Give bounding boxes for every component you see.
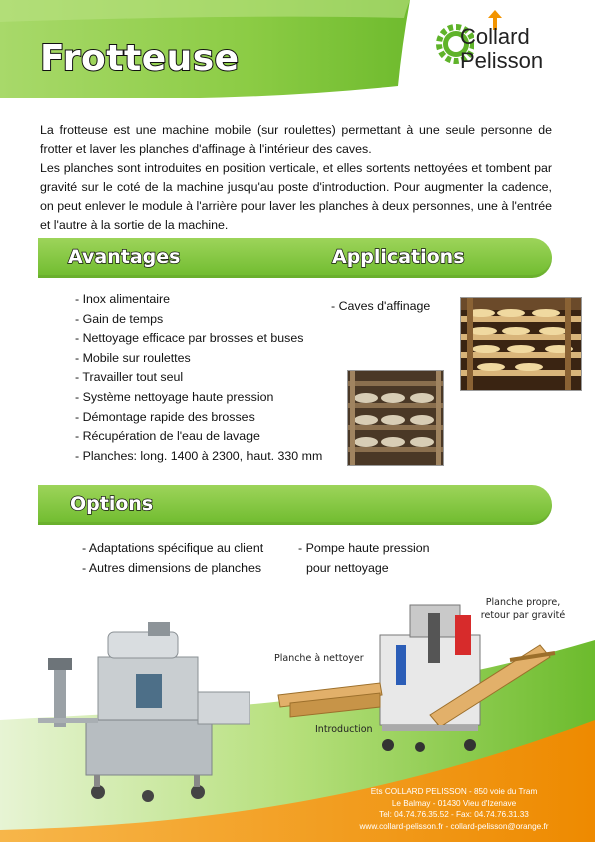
footer-address (339, 786, 569, 832)
intro-paragraph-2: Les planches sont introduites en position verticale, et elles sortents nettoyées et tombent par gravité sur le coté de la machine jusqu'au poste d'introduction. Pour augmenter la cadence, on peut enlever le module à l'arrière pour laver les planches à deux personnes, une à l'entrée et l'autre à la sortie de la machine. (40, 161, 552, 232)
list-item: - Mobile sur roulettes (75, 350, 191, 365)
applications-list (331, 297, 451, 317)
footer-line-location: Le Balmay - 01430 Vieu d'Izenave (391, 798, 517, 808)
avantages-list (75, 290, 355, 466)
intro-paragraph-1: La frotteuse est une machine mobile (sur roulettes) permettant à une seule personne de frotter et laver les planches d'affinage à l'intérieur des caves. (40, 123, 552, 156)
logo-text-collard: Collard (460, 24, 530, 49)
footer-line-phone: Tel: 04.74.76.35.52 - Fax: 04.74.76.31.33 (379, 810, 529, 820)
list-item: - Système nettoyage haute pression (75, 389, 274, 404)
list-item: - Autres dimensions de planches (82, 560, 262, 575)
cheese-cave-photo-1 (460, 297, 582, 391)
list-item: - Adaptations spécifique au client (82, 541, 264, 555)
list-item: pour nettoyage (306, 560, 389, 575)
options-list-left (82, 539, 292, 578)
diagram-label-dirty-board: Planche à nettoyer (274, 653, 364, 664)
intro-text (40, 121, 552, 235)
logo-text-pelisson: Pelisson (460, 48, 544, 73)
list-item: - Gain de temps (75, 311, 164, 326)
list-item: - Pompe haute pression (298, 541, 430, 555)
footer-line-web: www.collard-pelisson.fr - collard-pelisson@orange.fr (359, 821, 549, 831)
list-item: - Nettoyage efficace par brosses et buses (75, 331, 304, 346)
options-heading: Options (70, 493, 154, 515)
frotteuse-machine-photo (38, 622, 250, 812)
cheese-cave-photo-2 (347, 370, 444, 466)
list-item: - Récupération de l'eau de lavage (75, 429, 260, 444)
list-item: - Démontage rapide des brosses (75, 409, 255, 424)
list-item: - Travailler tout seul (75, 370, 184, 385)
avantages-heading: Avantages (68, 246, 181, 268)
footer-line-company: Ets COLLARD PELISSON - 850 voie du Tram (370, 787, 538, 796)
list-item: - Inox alimentaire (75, 292, 171, 306)
list-item: - Planches: long. 1400 à 2300, haut. 330 mm (75, 448, 323, 463)
list-item: - Caves d'affinage (331, 299, 431, 313)
options-list-right (298, 539, 478, 578)
applications-heading: Applications (332, 246, 465, 268)
diagram-label-introduction: Introduction (315, 724, 373, 735)
diagram-label-clean-board: Planche propre, retour par gravité (480, 597, 566, 621)
page-title: Frotteuse (40, 38, 240, 79)
